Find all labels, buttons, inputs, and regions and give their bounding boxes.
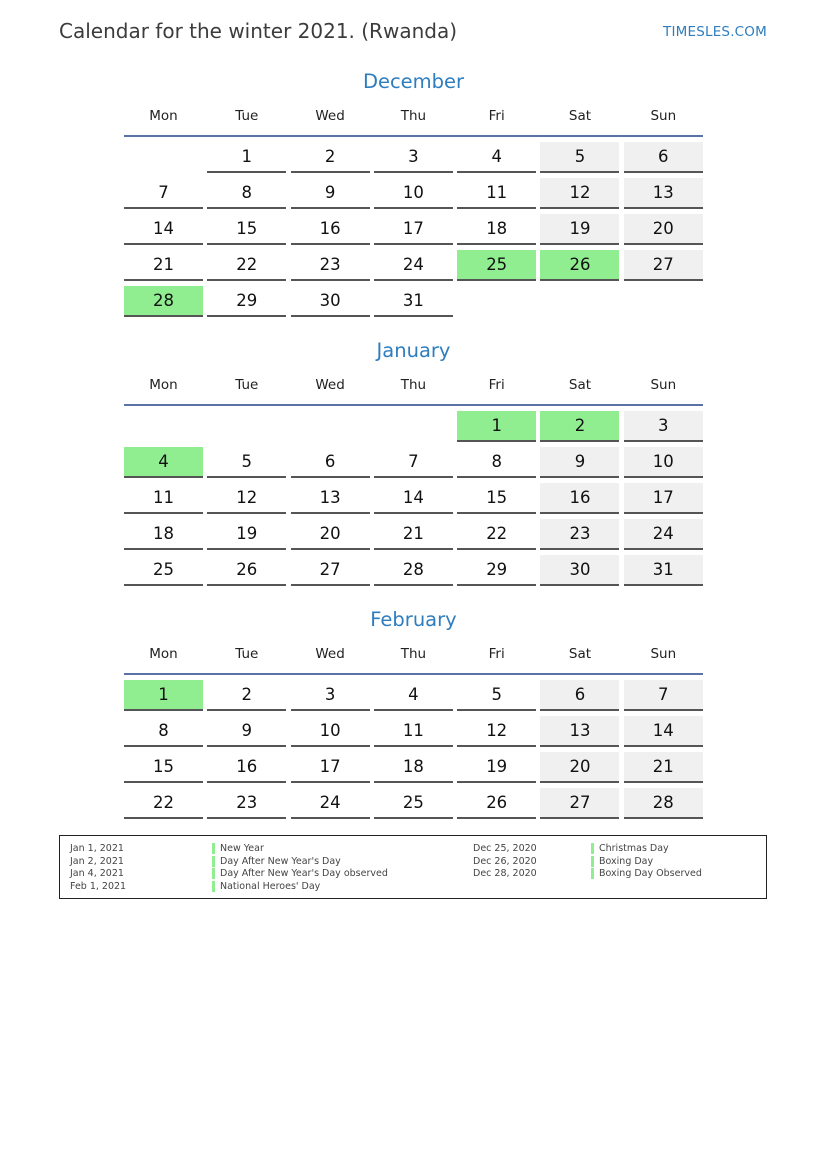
- day-cell: 11: [374, 716, 453, 747]
- day-cell: 8: [207, 178, 286, 209]
- holiday-name: Day After New Year's Day: [212, 856, 341, 867]
- weekday-label: Thu: [400, 108, 427, 124]
- day-cell: 8: [457, 447, 536, 478]
- day-cell: 4: [457, 142, 536, 173]
- weekday-label: Mon: [149, 646, 178, 662]
- day-cell: 11: [124, 483, 203, 514]
- day-cell: 23: [291, 250, 370, 281]
- legend-row: [70, 881, 126, 894]
- legend-row: [212, 843, 388, 856]
- weekday-header: [124, 105, 705, 127]
- month-title: January: [376, 339, 451, 362]
- weekday-label: Wed: [315, 108, 345, 124]
- day-cell: 25: [124, 555, 203, 586]
- holiday-date: Dec 25, 2020: [473, 843, 537, 854]
- day-cell: 30: [540, 555, 619, 586]
- weekday-label: Sun: [650, 646, 677, 662]
- holiday-name: Boxing Day: [591, 856, 653, 867]
- day-cell: 28: [374, 555, 453, 586]
- day-cell: 2: [207, 680, 286, 711]
- holiday-date: Dec 28, 2020: [473, 868, 537, 879]
- day-cell: 25: [374, 788, 453, 819]
- day-cell: 29: [207, 286, 286, 317]
- day-cell: 12: [457, 716, 536, 747]
- legend-row: [212, 856, 388, 869]
- holiday-day-cell: 2: [540, 411, 619, 442]
- empty-cell: [124, 142, 203, 173]
- day-cell: 28: [624, 788, 703, 819]
- holiday-day-cell: 4: [124, 447, 203, 478]
- weekday-header: [124, 643, 705, 665]
- day-cell: 17: [624, 483, 703, 514]
- weekday-label: Fri: [488, 646, 505, 662]
- weekday-label: Sat: [568, 377, 592, 393]
- day-cell: 17: [374, 214, 453, 245]
- empty-cell: [291, 411, 370, 442]
- month-title: February: [370, 608, 457, 631]
- day-cell: 22: [124, 788, 203, 819]
- empty-cell: [124, 411, 203, 442]
- month-title: December: [362, 70, 465, 93]
- weekday-label: Tue: [235, 108, 259, 124]
- day-cell: 19: [540, 214, 619, 245]
- holiday-date: Jan 1, 2021: [70, 843, 124, 854]
- day-cell: 10: [291, 716, 370, 747]
- days-grid: [124, 680, 705, 819]
- day-cell: 5: [207, 447, 286, 478]
- holiday-name: Day After New Year's Day observed: [212, 868, 388, 879]
- header-divider: [124, 673, 703, 675]
- weekday-label: Thu: [400, 646, 427, 662]
- day-cell: 27: [540, 788, 619, 819]
- weekday-label: Tue: [235, 377, 259, 393]
- holiday-date: Dec 26, 2020: [473, 855, 537, 867]
- empty-cell: [374, 411, 453, 442]
- holiday-date: Feb 1, 2021: [70, 880, 127, 892]
- legend-row: [212, 881, 388, 894]
- legend-names-left: [212, 843, 388, 893]
- day-cell: 23: [540, 519, 619, 550]
- month-december: [122, 67, 705, 317]
- day-cell: 24: [374, 250, 453, 281]
- holiday-name: Christmas Day: [591, 843, 669, 854]
- holiday-name: Boxing Day Observed: [591, 868, 702, 879]
- day-cell: 7: [374, 447, 453, 478]
- day-cell: 26: [457, 788, 536, 819]
- day-cell: 13: [291, 483, 370, 514]
- day-cell: 19: [457, 752, 536, 783]
- day-cell: 7: [624, 680, 703, 711]
- day-cell: 22: [457, 519, 536, 550]
- day-cell: 19: [207, 519, 286, 550]
- day-cell: 26: [207, 555, 286, 586]
- legend-row: [591, 856, 702, 869]
- day-cell: 18: [374, 752, 453, 783]
- weekday-label: Fri: [488, 377, 505, 393]
- day-cell: 14: [624, 716, 703, 747]
- day-cell: 27: [291, 555, 370, 586]
- day-cell: 11: [457, 178, 536, 209]
- day-cell: 1: [207, 142, 286, 173]
- day-cell: 24: [291, 788, 370, 819]
- day-cell: 15: [124, 752, 203, 783]
- day-cell: 6: [624, 142, 703, 173]
- legend-dates-left: [70, 843, 126, 893]
- days-grid: [124, 142, 705, 317]
- day-cell: 9: [207, 716, 286, 747]
- weekday-label: Sun: [650, 108, 677, 124]
- weekday-label: Sun: [650, 377, 677, 393]
- weekday-label: Wed: [315, 646, 345, 662]
- holiday-day-cell: 28: [124, 286, 203, 317]
- header-divider: [124, 135, 703, 137]
- day-cell: 21: [624, 752, 703, 783]
- day-cell: 20: [624, 214, 703, 245]
- holiday-name: New Year: [212, 843, 264, 854]
- empty-cell: [207, 411, 286, 442]
- days-grid: [124, 411, 705, 586]
- day-cell: 16: [540, 483, 619, 514]
- month-january: [122, 336, 705, 586]
- header-divider: [124, 404, 703, 406]
- day-cell: 10: [374, 178, 453, 209]
- day-cell: 14: [124, 214, 203, 245]
- legend-row: [473, 868, 537, 881]
- day-cell: 15: [207, 214, 286, 245]
- weekday-label: Mon: [149, 108, 178, 124]
- legend-row: [591, 843, 702, 856]
- day-cell: 16: [291, 214, 370, 245]
- day-cell: 5: [540, 142, 619, 173]
- legend-row: [70, 843, 126, 856]
- legend-dates-right: [473, 843, 537, 881]
- weekday-label: Wed: [315, 377, 345, 393]
- day-cell: 3: [291, 680, 370, 711]
- day-cell: 8: [124, 716, 203, 747]
- day-cell: 4: [374, 680, 453, 711]
- day-cell: 22: [207, 250, 286, 281]
- legend-row: [473, 843, 537, 856]
- holiday-date: Jan 2, 2021: [70, 855, 124, 867]
- day-cell: 30: [291, 286, 370, 317]
- day-cell: 7: [124, 178, 203, 209]
- weekday-label: Tue: [235, 646, 259, 662]
- day-cell: 23: [207, 788, 286, 819]
- day-cell: 13: [540, 716, 619, 747]
- day-cell: 31: [374, 286, 453, 317]
- day-cell: 15: [457, 483, 536, 514]
- legend-row: [591, 868, 702, 881]
- day-cell: 3: [624, 411, 703, 442]
- day-cell: 21: [374, 519, 453, 550]
- day-cell: 20: [291, 519, 370, 550]
- holiday-day-cell: 25: [457, 250, 536, 281]
- day-cell: 3: [374, 142, 453, 173]
- day-cell: 31: [624, 555, 703, 586]
- weekday-label: Thu: [400, 377, 427, 393]
- day-cell: 17: [291, 752, 370, 783]
- day-cell: 18: [124, 519, 203, 550]
- month-february: [122, 605, 705, 819]
- day-cell: 5: [457, 680, 536, 711]
- day-cell: 6: [291, 447, 370, 478]
- day-cell: 6: [540, 680, 619, 711]
- legend-names-right: [591, 843, 702, 881]
- holiday-legend: [59, 835, 767, 899]
- day-cell: 10: [624, 447, 703, 478]
- weekday-label: Fri: [488, 108, 505, 124]
- weekday-header: [124, 374, 705, 396]
- day-cell: 21: [124, 250, 203, 281]
- page-title: Calendar for the winter 2021. (Rwanda): [59, 19, 457, 43]
- day-cell: 13: [624, 178, 703, 209]
- legend-row: [70, 868, 126, 881]
- legend-row: [70, 856, 126, 869]
- holiday-day-cell: 1: [457, 411, 536, 442]
- holiday-date: Jan 4, 2021: [70, 868, 124, 879]
- day-cell: 14: [374, 483, 453, 514]
- weekday-label: Mon: [149, 377, 178, 393]
- day-cell: 20: [540, 752, 619, 783]
- day-cell: 2: [291, 142, 370, 173]
- weekday-label: Sat: [568, 108, 592, 124]
- day-cell: 16: [207, 752, 286, 783]
- day-cell: 29: [457, 555, 536, 586]
- site-link[interactable]: TIMESLES.COM: [663, 24, 767, 40]
- day-cell: 18: [457, 214, 536, 245]
- day-cell: 9: [291, 178, 370, 209]
- weekday-label: Sat: [568, 646, 592, 662]
- day-cell: 12: [207, 483, 286, 514]
- holiday-day-cell: 26: [540, 250, 619, 281]
- day-cell: 27: [624, 250, 703, 281]
- legend-row: [212, 868, 388, 881]
- holiday-day-cell: 1: [124, 680, 203, 711]
- day-cell: 9: [540, 447, 619, 478]
- day-cell: 12: [540, 178, 619, 209]
- holiday-name: National Heroes' Day: [212, 881, 320, 892]
- legend-row: [473, 856, 537, 869]
- day-cell: 24: [624, 519, 703, 550]
